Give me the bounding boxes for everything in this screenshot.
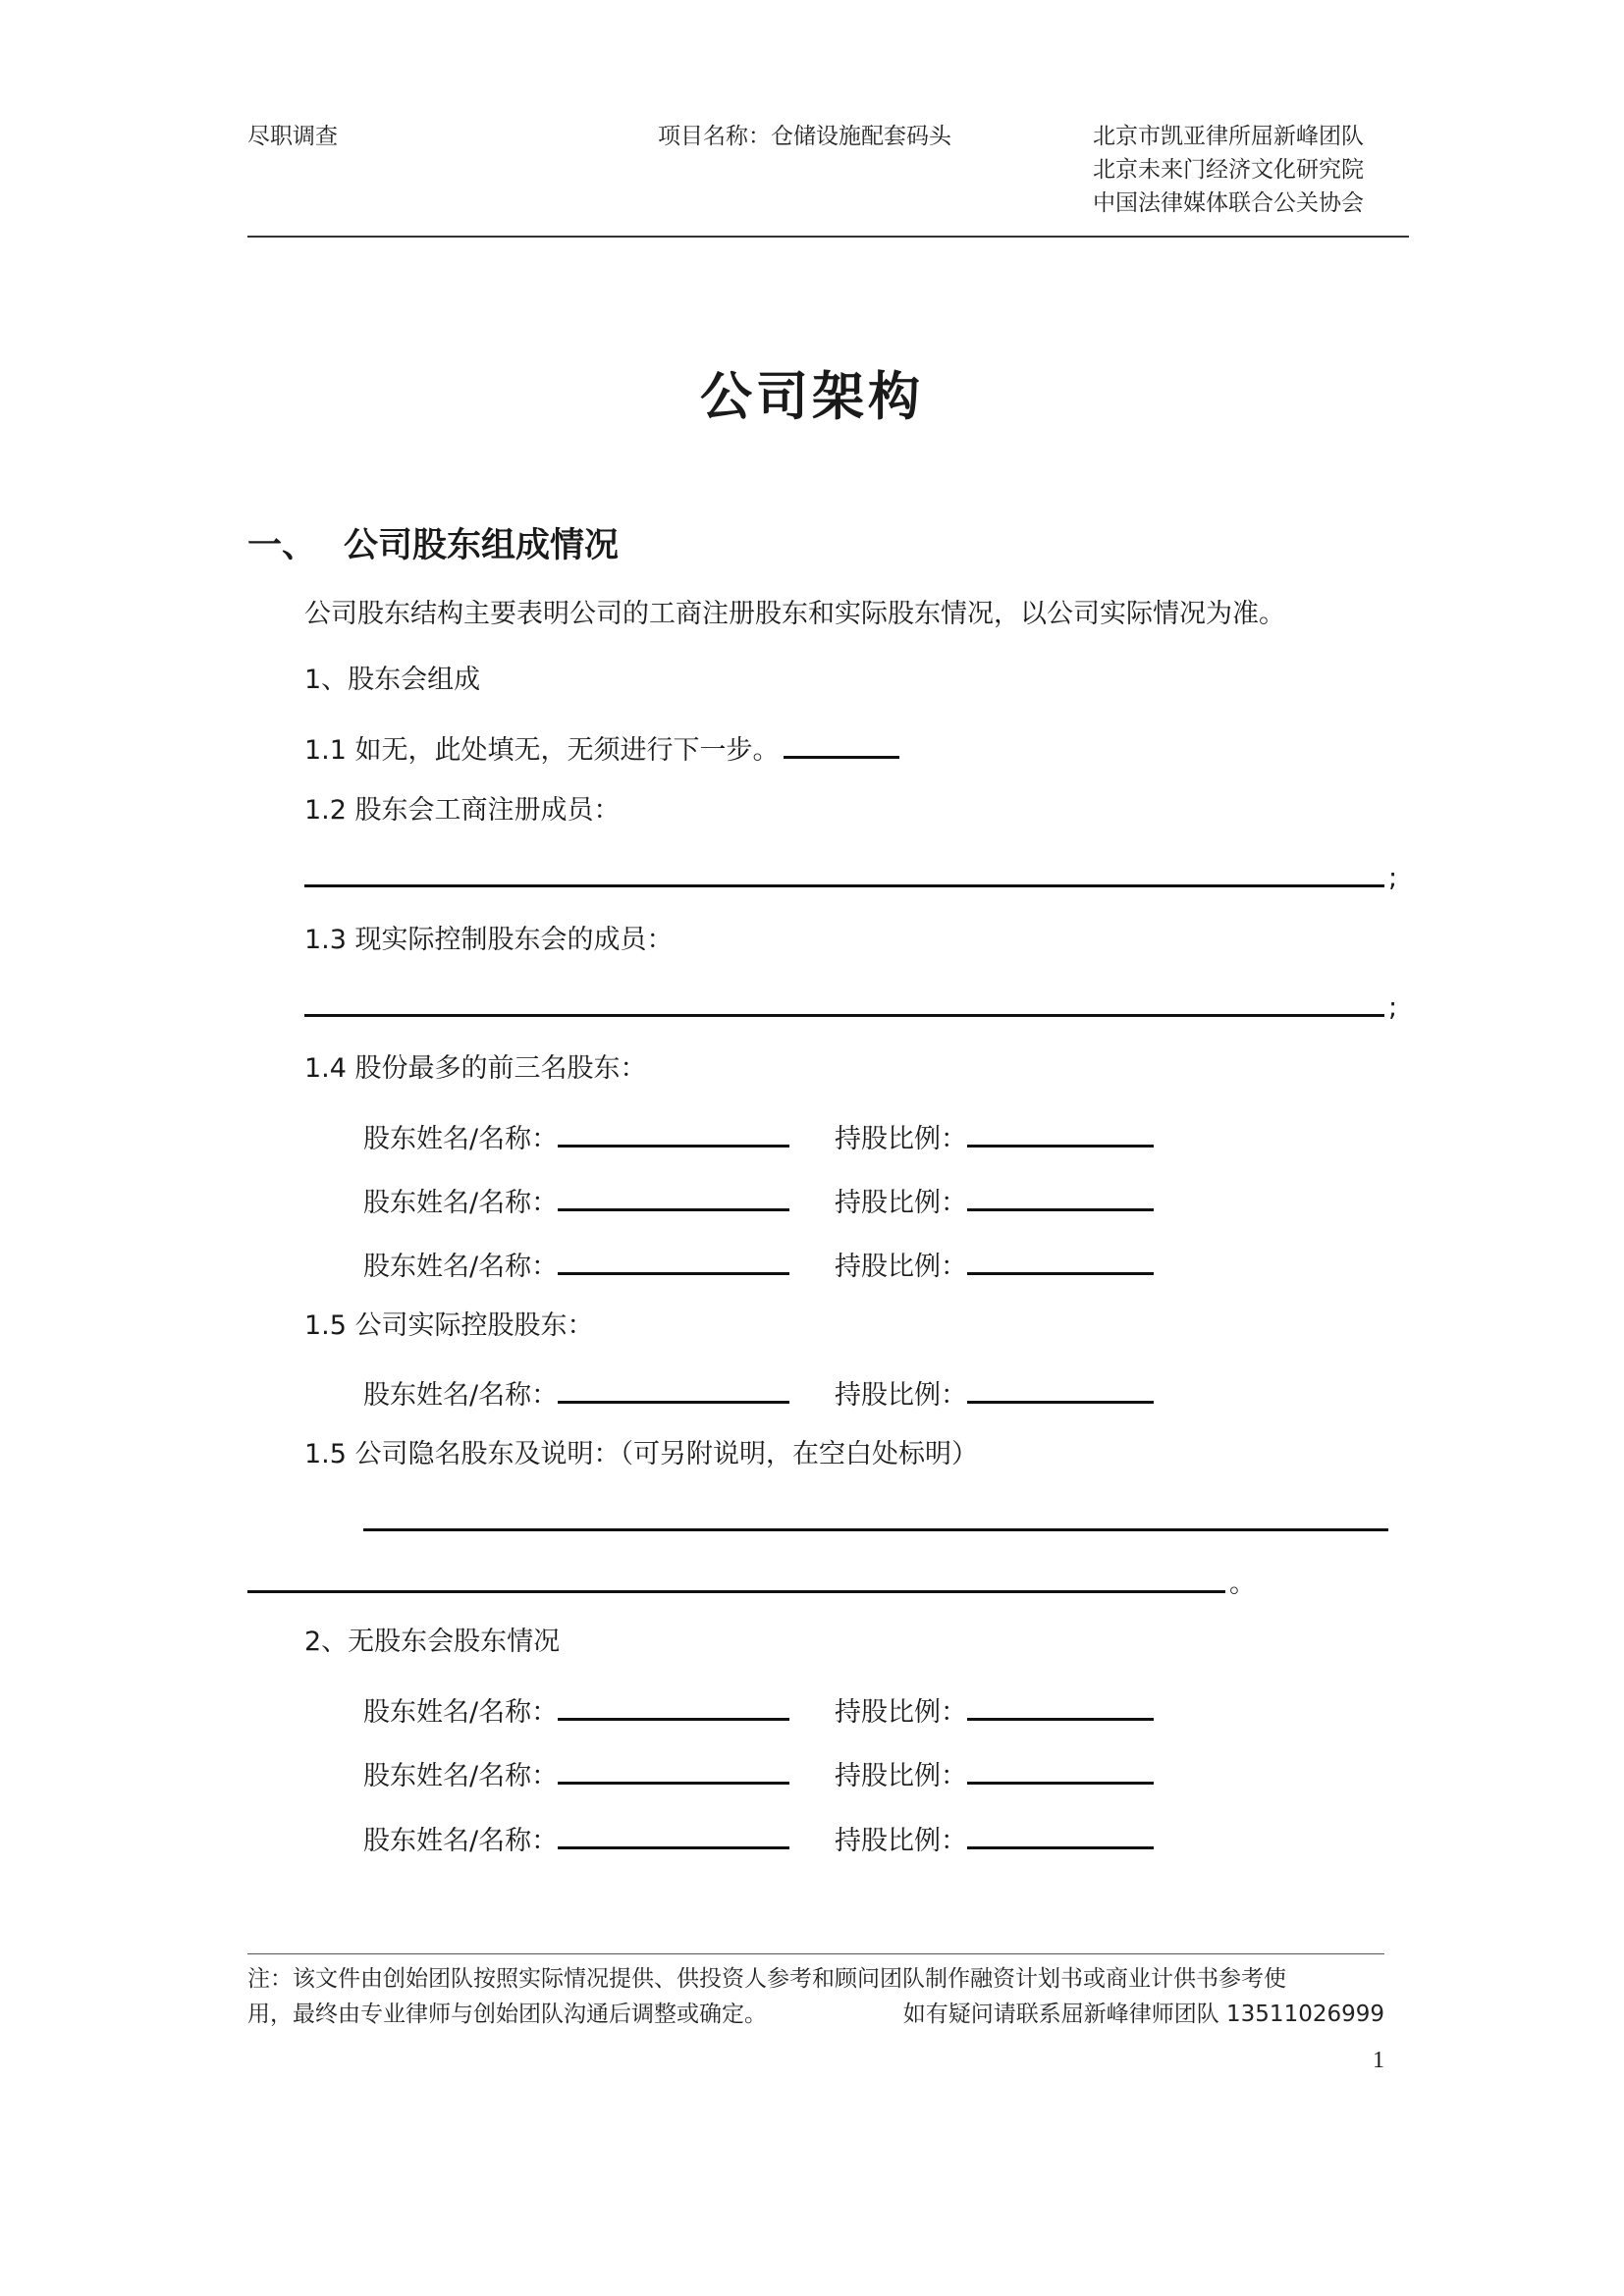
question-1-1-blank[interactable] xyxy=(784,726,899,759)
shareholder-name-label: 股东姓名/名称： xyxy=(363,1188,559,1218)
footer-note-line-2: 用，最终由专业律师与创始团队沟通后调整或确定。 xyxy=(247,2002,767,2027)
shareholder-name-blank[interactable] xyxy=(558,1371,789,1404)
shareholder-ratio-label: 持股比例： xyxy=(835,1188,967,1218)
question-1-4: 1.4 股份最多的前三名股东： xyxy=(304,1053,647,1084)
subsection-2-heading: 2、无股东会股东情况 xyxy=(304,1627,561,1657)
header-divider xyxy=(247,236,1409,238)
shareholder-name-blank[interactable] xyxy=(558,1115,789,1148)
shareholder-ratio-label: 持股比例： xyxy=(835,1380,967,1411)
shareholder-ratio xyxy=(835,1371,1154,1415)
question-1-2-blank-line[interactable] xyxy=(304,884,1384,887)
header-org-2: 北京未来门经济文化研究院 xyxy=(1093,157,1364,183)
shareholder-row xyxy=(363,1371,789,1415)
footer-contact: 如有疑问请联系屈新峰律师团队 13511026999 xyxy=(902,2002,1384,2027)
shareholder-ratio-label: 持股比例： xyxy=(835,1252,967,1282)
question-1-1-label: 1.1 如无，此处填无，无须进行下一步。 xyxy=(304,735,780,766)
shareholder-name-label: 股东姓名/名称： xyxy=(363,1697,559,1728)
question-1-3-blank-line[interactable] xyxy=(304,1014,1384,1017)
shareholder-ratio-blank[interactable] xyxy=(967,1752,1154,1785)
shareholder-ratio-blank[interactable] xyxy=(967,1688,1154,1721)
shareholder-row xyxy=(363,1243,789,1287)
shareholder-ratio-label: 持股比例： xyxy=(835,1124,967,1154)
page-title: 公司架构 xyxy=(700,367,924,427)
shareholder-name-label: 股东姓名/名称： xyxy=(363,1826,559,1856)
shareholder-ratio xyxy=(835,1243,1154,1287)
header-project-name: 项目名称：仓储设施配套码头 xyxy=(658,124,951,149)
shareholder-row xyxy=(363,1752,789,1796)
header-left: 尽职调查 xyxy=(247,124,338,149)
shareholder-name-blank[interactable] xyxy=(558,1817,789,1849)
shareholder-ratio-label: 持股比例： xyxy=(835,1826,967,1856)
shareholder-name-blank[interactable] xyxy=(558,1243,789,1275)
shareholder-name-blank[interactable] xyxy=(558,1179,789,1211)
shareholder-name-blank[interactable] xyxy=(558,1752,789,1785)
section-heading: 公司股东组成情况 xyxy=(344,526,620,565)
header-org-1: 北京市凯亚律所屈新峰团队 xyxy=(1093,124,1364,149)
question-1-3-semicolon: ; xyxy=(1388,992,1398,1023)
hidden-shareholder-blank-line-2[interactable] xyxy=(247,1590,1225,1593)
shareholder-ratio xyxy=(835,1688,1154,1733)
shareholder-name-label: 股东姓名/名称： xyxy=(363,1252,559,1282)
shareholder-ratio xyxy=(835,1115,1154,1159)
question-1-2: 1.2 股东会工商注册成员： xyxy=(304,795,621,826)
shareholder-name-label: 股东姓名/名称： xyxy=(363,1761,559,1791)
hidden-shareholder-period: 。 xyxy=(1229,1569,1256,1599)
shareholder-ratio-blank[interactable] xyxy=(967,1243,1154,1275)
shareholder-name-blank[interactable] xyxy=(558,1688,789,1721)
shareholder-ratio-blank[interactable] xyxy=(967,1179,1154,1211)
header-org-3: 中国法律媒体联合公关协会 xyxy=(1093,190,1364,216)
shareholder-row xyxy=(363,1115,789,1159)
shareholder-ratio-blank[interactable] xyxy=(967,1115,1154,1148)
shareholder-ratio-blank[interactable] xyxy=(967,1817,1154,1849)
question-1-5-hidden: 1.5 公司隐名股东及说明：（可另附说明，在空白处标明） xyxy=(304,1439,979,1469)
question-1-5-controlling: 1.5 公司实际控股股东： xyxy=(304,1310,594,1341)
shareholder-ratio-blank[interactable] xyxy=(967,1371,1154,1404)
subsection-1-heading: 1、股东会组成 xyxy=(304,665,481,695)
hidden-shareholder-blank-line-1[interactable] xyxy=(363,1528,1388,1531)
shareholder-ratio-label: 持股比例： xyxy=(835,1761,967,1791)
shareholder-name-label: 股东姓名/名称： xyxy=(363,1124,559,1154)
shareholder-ratio xyxy=(835,1179,1154,1223)
page-number: 1 xyxy=(1373,2048,1384,2073)
footer-divider xyxy=(247,1953,1384,1954)
section-intro: 公司股东结构主要表明公司的工商注册股东和实际股东情况，以公司实际情况为准。 xyxy=(304,599,1285,629)
shareholder-row xyxy=(363,1817,789,1861)
section-number: 一、 xyxy=(247,526,317,565)
question-1-2-semicolon: ; xyxy=(1388,863,1398,893)
shareholder-row xyxy=(363,1688,789,1733)
question-1-1 xyxy=(304,726,899,771)
shareholder-ratio-label: 持股比例： xyxy=(835,1697,967,1728)
shareholder-ratio xyxy=(835,1752,1154,1796)
shareholder-ratio xyxy=(835,1817,1154,1861)
question-1-3: 1.3 现实际控制股东会的成员： xyxy=(304,925,674,955)
footer-note-line-1: 注：该文件由创始团队按照实际情况提供、供投资人参考和顾问团队制作融资计划书或商业计供书参考使 xyxy=(247,1966,1286,1992)
shareholder-name-label: 股东姓名/名称： xyxy=(363,1380,559,1411)
shareholder-row xyxy=(363,1179,789,1223)
